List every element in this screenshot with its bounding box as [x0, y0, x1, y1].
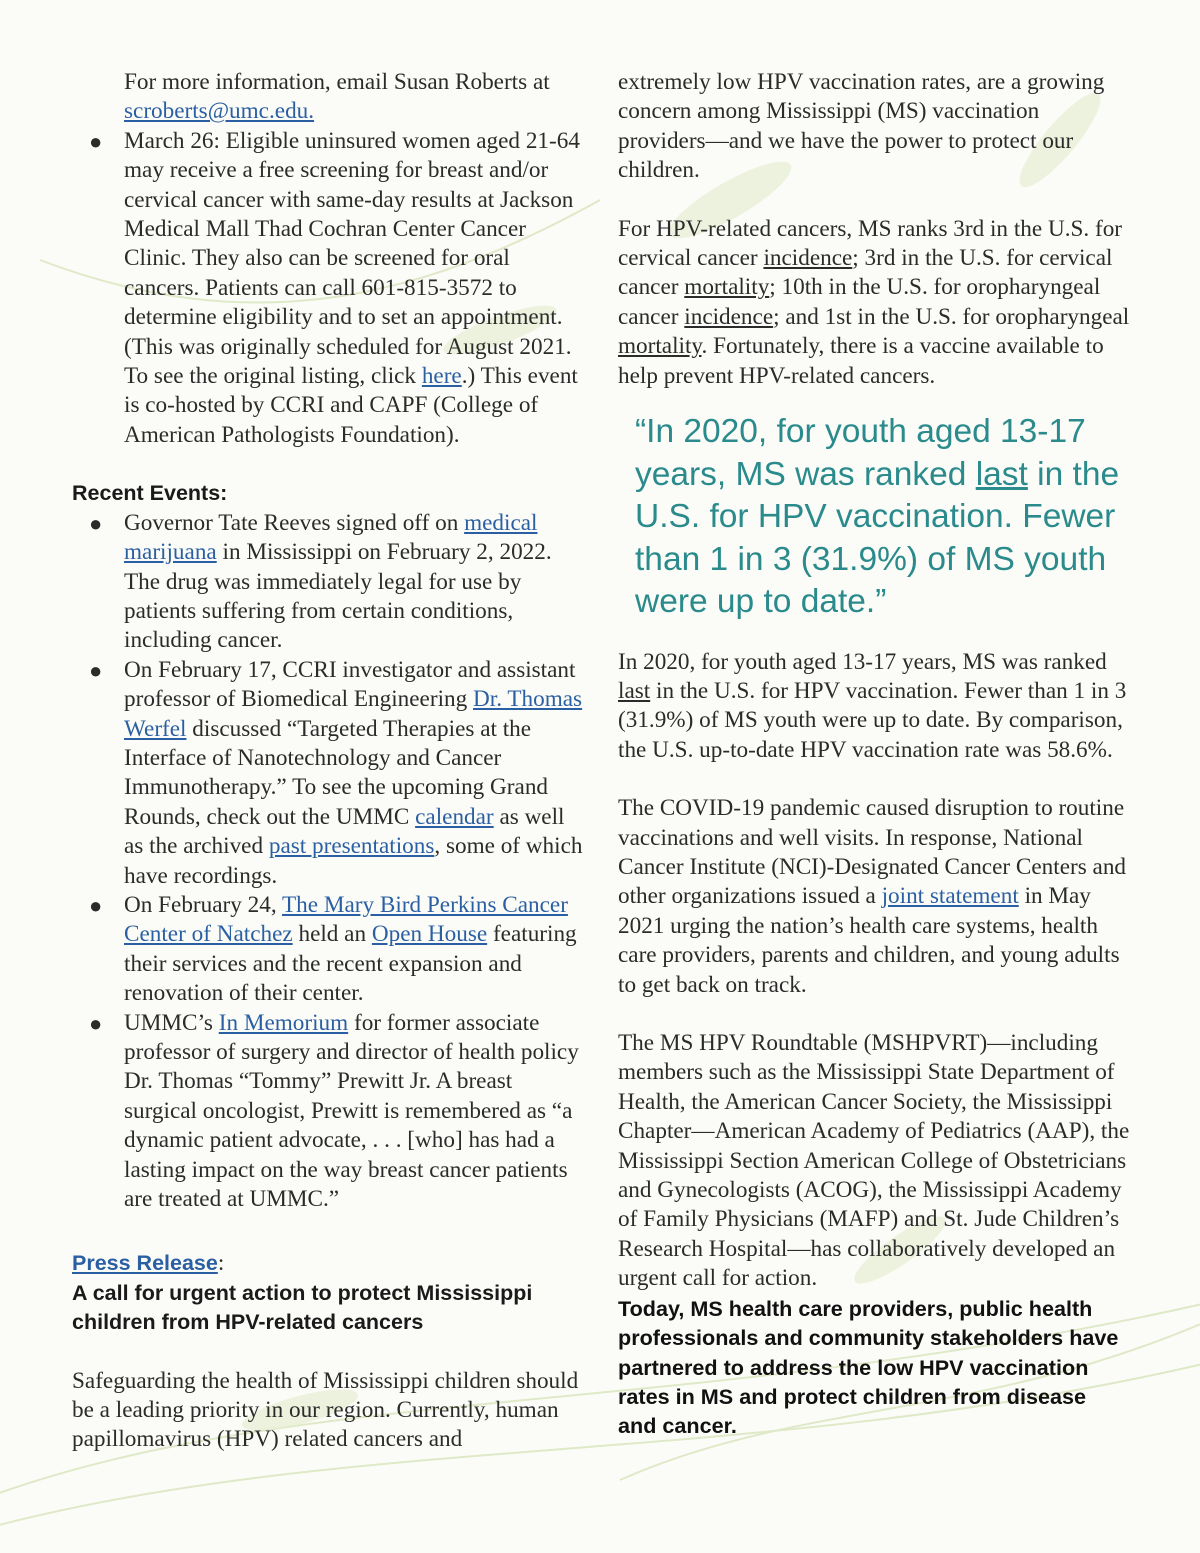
joint-statement-link[interactable]: joint statement	[881, 883, 1019, 910]
medical-marijuana-link[interactable]: medical marijuana	[124, 509, 538, 566]
event-text: held an	[298, 921, 367, 948]
event-text: Governor Tate Reeves signed off on	[124, 509, 459, 536]
underlined-term: last	[618, 677, 651, 704]
intro-text: For more information, email Susan Roberts at	[124, 69, 550, 95]
event-text: for former associate professor of surgery and director of health policy Dr. Thomas “Tommy” Prewitt Jr. A breast surgical oncologist, Prewitt is remembered as “a dynamic patient advocate, . . . [who] has had a lasting impact on the way breast cancer patients are treated at UMMC.”	[124, 1009, 579, 1213]
quote-text: in the U.S. for HPV vaccination. Fewer than 1 in 3 (31.9%) of MS youth were up to date.”	[635, 455, 1120, 621]
in-memorium-link[interactable]: In Memorium	[218, 1009, 349, 1036]
body-text: The COVID-19 pandemic caused disruption to routine vaccinations and well visits. In response, National Cancer Institute (NCI)-Designated Cancer Centers and other organizations issued a	[618, 795, 1127, 910]
event-text: On February 17, CCRI investigator and assistant professor of Biomedical Engineering	[124, 656, 576, 713]
body-text: ; 3rd in the U.S. for cervical cancer	[618, 245, 1113, 301]
body-paragraph: The MS HPV Roundtable (MSHPVRT)—including members such as the Mississippi State Department of Health, the American Cancer Society, the Mississippi Chapter—American Academy of Pediatrics (AAP), the Mississippi Section American College of Obstetricians and Gynecologists (ACOG), the Mississippi Academy of Family Physicians (MAFP) and St. Jude Children’s Research Hospital—has collaboratively developed an urgent call for action.	[618, 1030, 1130, 1292]
here-link[interactable]: here	[421, 363, 462, 390]
underlined-term: incidence	[763, 245, 853, 272]
underlined-term: incidence	[684, 303, 774, 330]
event-text: , some of which have recordings.	[124, 833, 583, 889]
pull-quote	[635, 411, 1135, 624]
upcoming-events-list	[72, 127, 584, 450]
recent-events-heading: Recent Events:	[72, 481, 228, 506]
event-text: discussed “Targeted Therapies at the Interface of Nanotechnology and Cancer Immunotherapy.” To see the upcoming Grand Rounds, check out the UMMC	[124, 715, 549, 830]
event-text: featuring their services and the recent expansion and renovation of their center.	[124, 921, 577, 1007]
bullet-icon: ●	[89, 657, 103, 683]
press-colon: :	[217, 1250, 225, 1277]
event-text: as well as the archived	[124, 803, 565, 860]
werfel-link[interactable]: Dr. Thomas Werfel	[124, 686, 583, 742]
list-item	[72, 656, 584, 891]
body-text: . Fortunately, there is a vaccine available to help prevent HPV-related cancers.	[618, 333, 1104, 389]
event-text: March 26: Eligible uninsured women aged 21-64 may receive a free screening for breast and/or cervical cancer with same-day results at Jackson Medical Mall Thad Cochran Center Cancer Clinic. They also can be screened for oral cancers. Patients can call 601-815-3572 to determine eligibility and to set an appointment. (This was originally scheduled for August 2021. To see the original listing, click	[124, 127, 580, 390]
list-item	[72, 509, 584, 656]
safeguard-paragraph: Safeguarding the health of Mississippi children should be a leading priority in our region. Currently, human papillomavirus (HPV) related cancers and	[72, 1367, 579, 1453]
underlined-term: mortality	[684, 274, 770, 301]
calendar-link[interactable]: calendar	[415, 803, 494, 830]
body-paragraph	[618, 215, 1130, 391]
body-text: ; and 1st in the U.S. for oropharyngeal	[773, 303, 1130, 330]
body-text: in the U.S. for HPV vaccination. Fewer than 1 in 3 (31.9%) of MS youth were up to date. By comparison, the U.S. up-to-date HPV vaccination rate was 58.6%.	[618, 677, 1127, 763]
body-text: In 2020, for youth aged 13-17 years, MS was ranked	[618, 648, 1107, 675]
underlined-term: mortality	[618, 333, 702, 360]
body-paragraph	[618, 794, 1130, 1000]
press-release-link[interactable]: Press Release	[72, 1251, 218, 1276]
bullet-icon: ●	[89, 892, 103, 918]
event-text: in Mississippi on February 2, 2022. The drug was immediately legal for use by patients suffering from certain conditions, including cancer.	[124, 539, 552, 654]
bullet-icon: ●	[89, 510, 103, 536]
list-item	[72, 1009, 584, 1215]
left-column	[72, 68, 584, 1455]
list-item	[72, 891, 584, 1009]
body-text: ; 10th in the U.S. for oropharyngeal cancer	[618, 274, 1101, 330]
bullet-icon: ●	[89, 1010, 103, 1036]
body-text: For HPV-related cancers, MS ranks 3rd in the U.S. for cervical cancer	[618, 215, 1123, 272]
underlined-term: last	[975, 455, 1028, 493]
open-house-link[interactable]: Open House	[371, 921, 488, 948]
past-presentations-link[interactable]: past presentations	[268, 833, 435, 860]
body-paragraph: extremely low HPV vaccination rates, are a growing concern among Mississippi (MS) vaccination providers—and we have the power to protect our children.	[618, 69, 1105, 184]
bold-statement: Today, MS health care providers, public health professionals and community stakeholders have partnered to address the low HPV vaccination rates in MS and protect children from disease and cancer.	[618, 1295, 1119, 1439]
body-paragraph	[618, 648, 1130, 766]
email-link[interactable]: scroberts@umc.edu.	[124, 98, 315, 125]
event-text: On February 24,	[124, 891, 277, 918]
press-release-title: A call for urgent action to protect Mississippi children from HPV-related cancers	[72, 1280, 533, 1335]
mary-bird-perkins-link[interactable]: The Mary Bird Perkins Cancer Center of Natchez	[124, 891, 568, 948]
press-release-line	[72, 1249, 584, 1278]
event-text: UMMC’s	[124, 1009, 213, 1036]
body-text: in May 2021 urging the nation’s health care systems, health care providers, parents and children, and young adults to get back on track.	[618, 883, 1120, 998]
event-text: .) This event is co-hosted by CCRI and CAPF (College of American Pathologists Foundation).	[124, 363, 578, 448]
recent-events-list	[72, 509, 584, 1215]
quote-text: “In 2020, for youth aged 13-17 years, MS was ranked	[635, 413, 1086, 493]
intro-paragraph	[72, 68, 584, 127]
bullet-icon: ●	[89, 128, 103, 154]
right-column	[618, 68, 1130, 1441]
list-item	[72, 127, 584, 450]
